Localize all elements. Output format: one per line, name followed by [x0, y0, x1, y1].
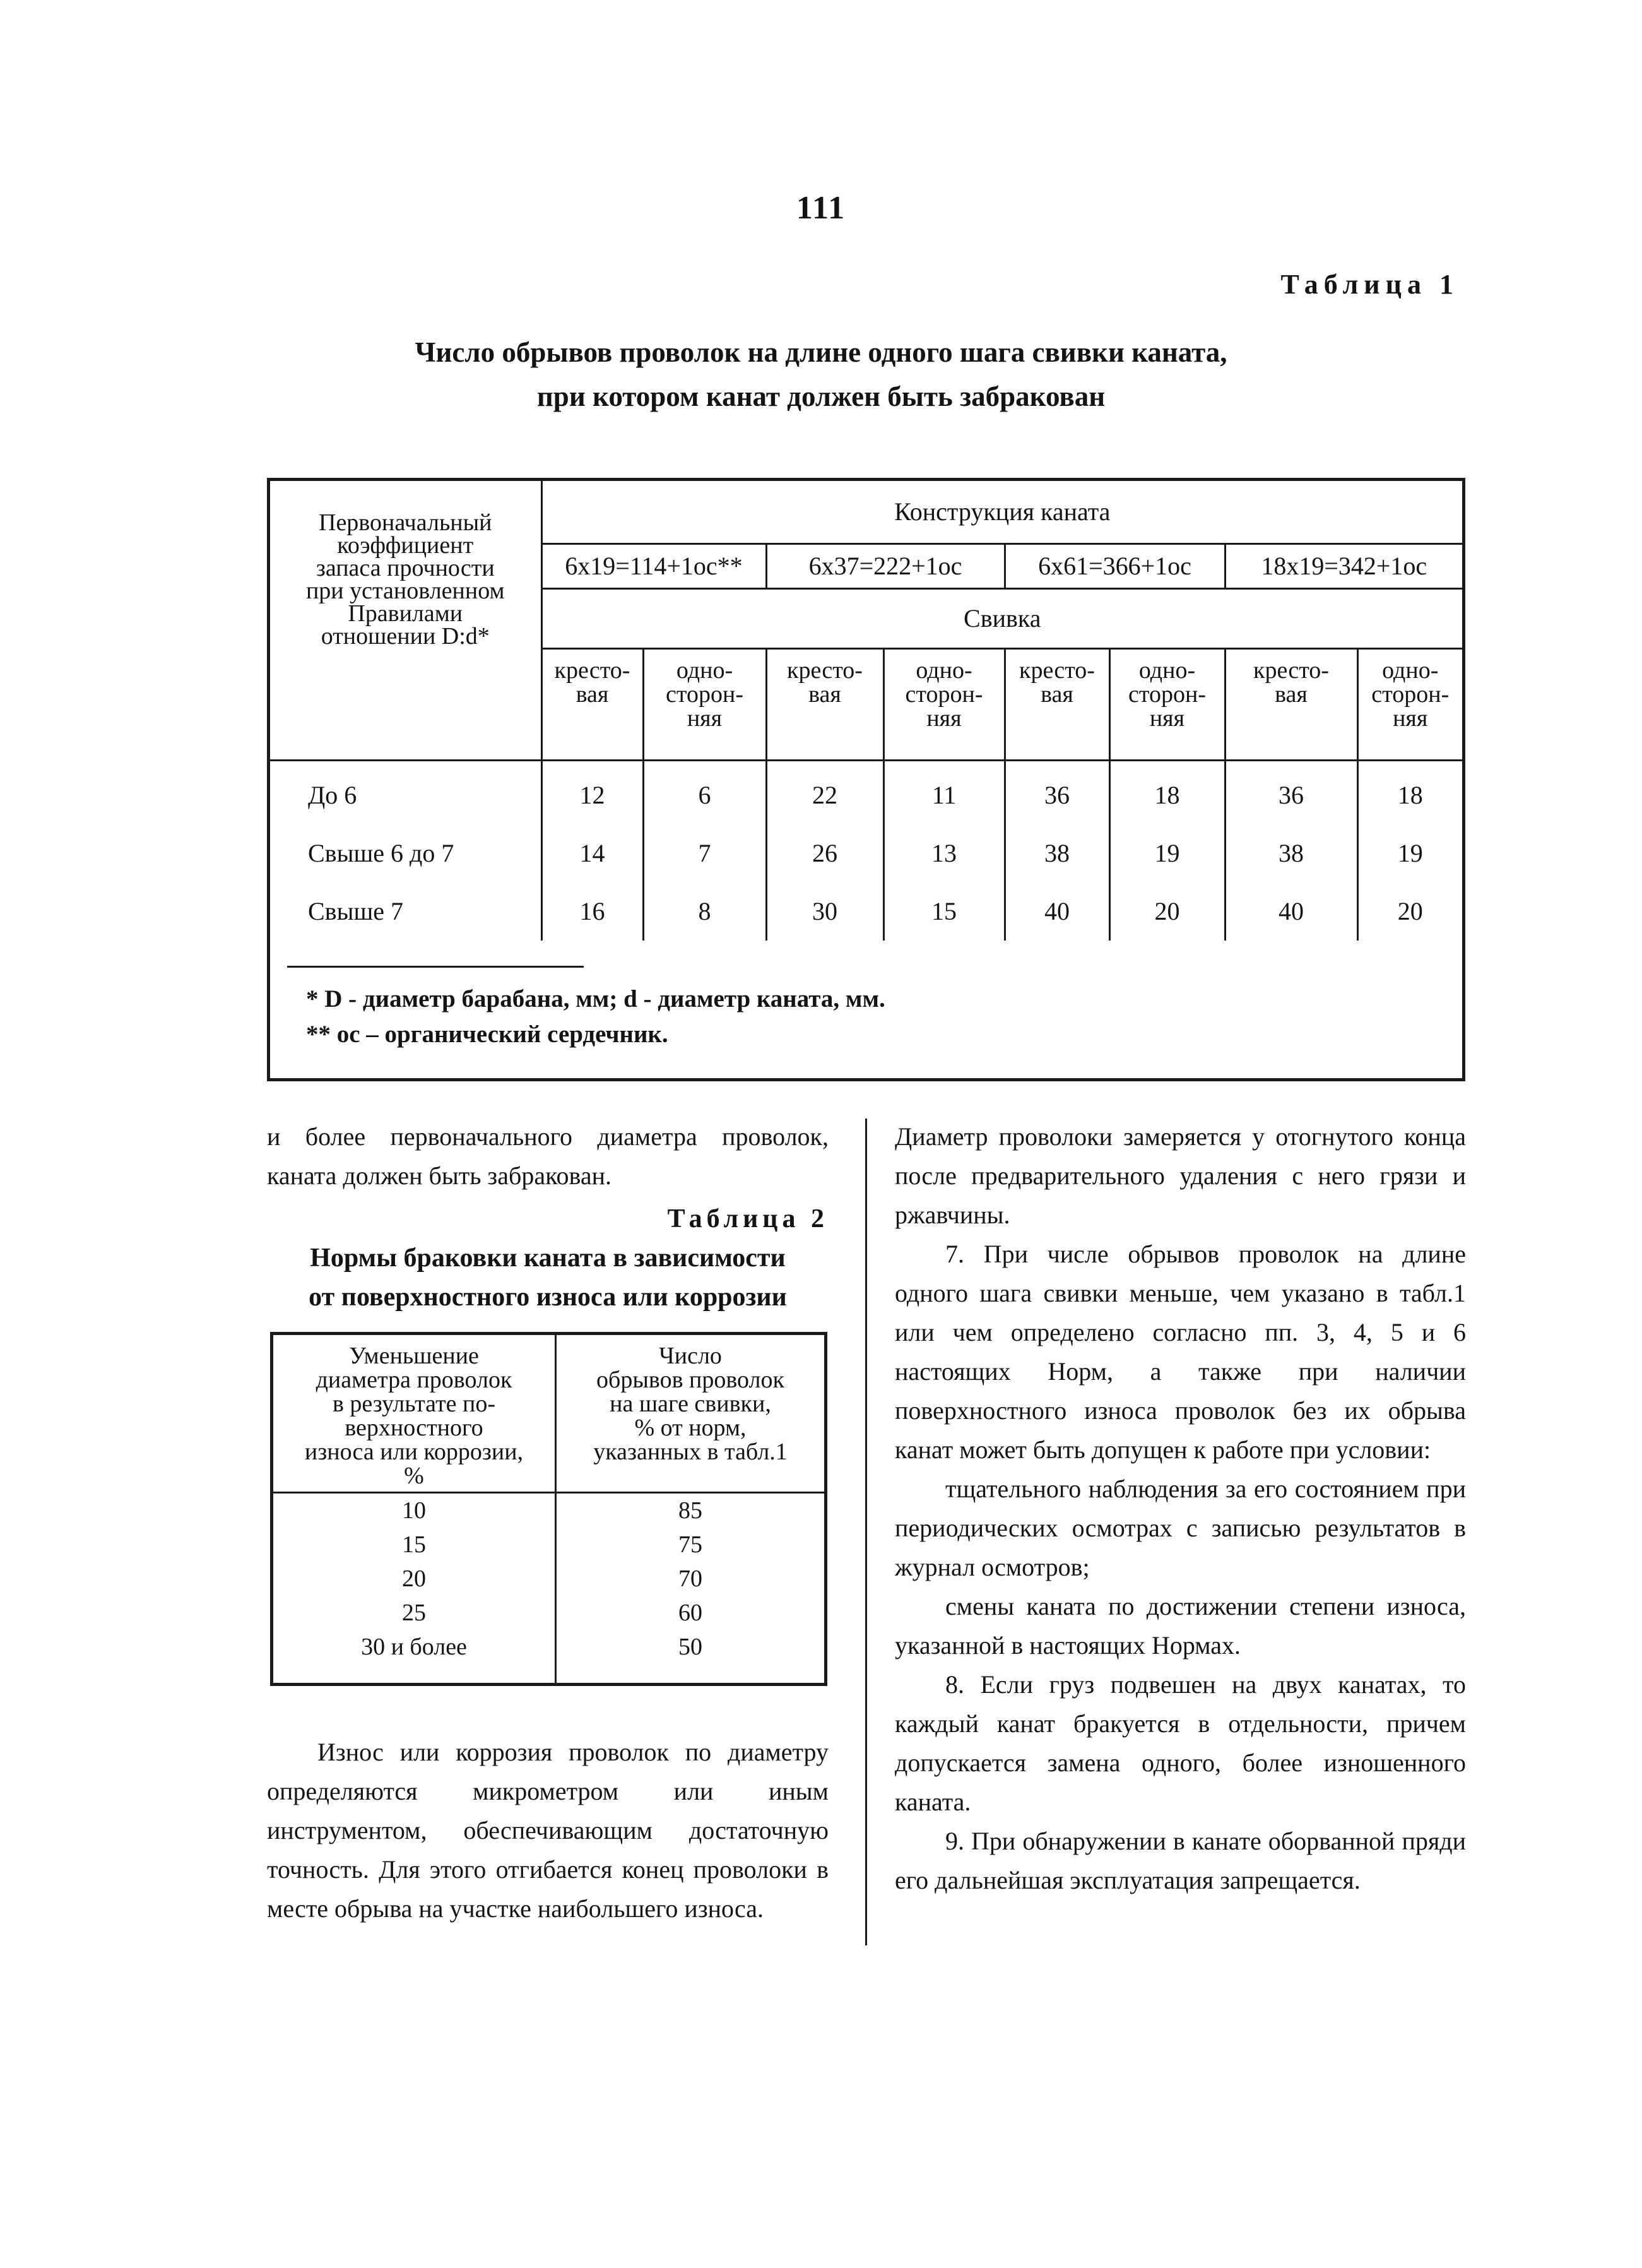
construction-1: 6x19=114+1oc** — [541, 544, 766, 589]
table-cell: 38 — [1225, 824, 1357, 882]
row-label: Свыше 7 — [308, 897, 403, 925]
construction-4: 18x19=342+1oc — [1225, 544, 1462, 589]
right-column — [895, 1117, 1466, 1900]
table-row — [272, 1528, 826, 1562]
table-row — [270, 761, 1462, 825]
table-cell: 50 — [556, 1630, 826, 1685]
left-column — [267, 1117, 829, 1317]
lay-one-line: сторон- — [666, 681, 743, 708]
table-row — [270, 824, 1462, 882]
table-cell: 25 — [402, 1600, 426, 1626]
table-cell: 12 — [541, 761, 643, 825]
header-line: Первоначальный — [319, 509, 492, 536]
table1-caption-line1: Число обрывов проволок на длине одного шага свивки каната, — [415, 336, 1227, 368]
table-cell: 8 — [643, 882, 766, 941]
lay-one-line: сторон- — [1128, 681, 1206, 708]
header-line: Уменьшение — [349, 1343, 479, 1369]
row-label: До 6 — [308, 781, 357, 809]
lay-one-line: одно- — [1138, 657, 1196, 684]
header-line: при установленном — [305, 578, 505, 604]
table-cell: 20 — [1357, 882, 1462, 941]
header-line: в результате по- — [332, 1391, 496, 1417]
table-row — [272, 1493, 826, 1528]
lay-cross-line: кресто- — [554, 657, 630, 684]
table2 — [270, 1332, 827, 1686]
lay-cross — [541, 649, 643, 761]
header-line: Правилами — [348, 600, 463, 627]
right-paragraph-1: Диаметр проволоки замеряется у отогнутого конца после предварительного удаления с него грязи и ржавчины. — [895, 1122, 1466, 1229]
construction-header: Конструкция каната — [541, 481, 1462, 544]
table1-caption — [0, 330, 1642, 419]
lay-cross-line: кресто- — [787, 657, 863, 684]
table-cell: 20 — [402, 1565, 426, 1592]
header-line: износа или коррозии, — [304, 1439, 524, 1465]
footnote-rule — [287, 966, 584, 968]
table-cell: 30 — [766, 882, 883, 941]
table2-header-right — [556, 1334, 826, 1493]
page-number: 111 — [796, 190, 846, 226]
right-paragraph-condition-1: тщательного наблюдения за его состоянием при периодических осмотрах с записью результатов в журнал осмотров; — [895, 1475, 1466, 1581]
lay-one-line: няя — [1393, 705, 1428, 732]
header-line: указанных в табл.1 — [593, 1439, 788, 1465]
left-column-bottom — [267, 1733, 829, 1928]
table2-caption-line2: от поверхностного износа или коррозии — [309, 1283, 787, 1312]
table-cell: 20 — [1109, 882, 1225, 941]
lay-cross — [1225, 649, 1357, 761]
table-cell: 36 — [1005, 761, 1109, 825]
table-cell: 60 — [556, 1596, 826, 1630]
table-row — [272, 1562, 826, 1596]
header-line: верхностного — [345, 1415, 483, 1441]
header-line: коэффициент — [337, 532, 474, 559]
table-cell: 16 — [541, 882, 643, 941]
lay-cross — [1005, 649, 1109, 761]
lay-cross-line: кресто- — [1253, 657, 1329, 684]
header-line: на шаге свивки, — [610, 1391, 771, 1417]
lay-cross-line: вая — [576, 681, 609, 708]
lay-one-line: няя — [1149, 705, 1185, 732]
header-line: отношении D:d* — [321, 623, 490, 650]
table-cell: 70 — [556, 1562, 826, 1596]
table-cell: 18 — [1109, 761, 1225, 825]
table-cell: 7 — [643, 824, 766, 882]
table-cell: 36 — [1225, 761, 1357, 825]
lay-one-sided — [1357, 649, 1462, 761]
lay-one-line: сторон- — [1371, 681, 1450, 708]
header-line: диаметра проволок — [316, 1367, 512, 1393]
column-divider — [865, 1119, 867, 1945]
lay-cross-line: вая — [808, 681, 841, 708]
lay-one-line: одно- — [916, 657, 972, 684]
table-cell: 22 — [766, 761, 883, 825]
table-cell: 85 — [556, 1493, 826, 1528]
left-intro-paragraph: и более первоначального диаметра проволок, каната должен быть забракован. — [267, 1122, 829, 1190]
table2-label: Таблица 2 — [667, 1204, 829, 1233]
table1-footnotes — [306, 982, 885, 1052]
table-row — [272, 1630, 826, 1685]
lay-cross-line: кресто- — [1019, 657, 1095, 684]
table-cell: 40 — [1225, 882, 1357, 941]
lay-one-line: няя — [926, 705, 962, 732]
lay-one-line: одно- — [676, 657, 733, 684]
table-cell: 26 — [766, 824, 883, 882]
right-paragraph-condition-2: смены каната по достижении степени износа, указанной в настоящих Нормах. — [895, 1592, 1466, 1659]
table-cell: 10 — [402, 1497, 426, 1524]
lay-one-sided — [1109, 649, 1225, 761]
table-cell: 75 — [556, 1528, 826, 1562]
table2-header-left — [272, 1334, 556, 1493]
table-cell: 38 — [1005, 824, 1109, 882]
right-paragraph-7: 7. При числе обрывов проволок на длине одного шага свивки меньше, чем указано в табл.1 или чем определено согласно пп. 3, 4, 5 и 6 настоящих Норм, а также при наличии поверхностного износа проволок без их обрыва канат может быть допущен к работе при условии: — [895, 1240, 1466, 1464]
footnote-1: * D - диаметр барабана, мм; d - диаметр каната, мм. — [306, 985, 885, 1012]
lay-one-line: одно- — [1382, 657, 1439, 684]
header-line: обрывов проволок — [596, 1367, 784, 1393]
row-label: Свыше 6 до 7 — [308, 839, 454, 867]
table-cell: 15 — [883, 882, 1005, 941]
table1-label: Таблица 1 — [1280, 269, 1459, 300]
table1-caption-line2: при котором канат должен быть забракован — [536, 381, 1106, 412]
right-paragraph-9: 9. При обнаружении в канате оборванной пряди его дальнейшая эксплуатация запрещается. — [895, 1827, 1466, 1894]
table-cell: 30 и более — [361, 1634, 467, 1660]
lay-header: Свивка — [541, 589, 1462, 649]
table-cell: 13 — [883, 824, 1005, 882]
header-line: Число — [659, 1343, 722, 1369]
table-cell: 6 — [643, 761, 766, 825]
wear-measurement-paragraph: Износ или коррозия проволок по диаметру определяются микрометром или иным инструментом, обеспечивающим достаточную точность. Для этого отгибается конец проволоки в месте обрыва на участке наибольшего износа. — [267, 1738, 829, 1923]
header-line: запаса прочности — [316, 555, 495, 581]
lay-cross-line: вая — [1275, 681, 1308, 708]
table-cell: 11 — [883, 761, 1005, 825]
header-line: % — [404, 1463, 424, 1489]
lay-cross — [766, 649, 883, 761]
table-cell: 14 — [541, 824, 643, 882]
footnote-2: ** oc – органический сердечник. — [306, 1021, 668, 1048]
table1 — [270, 481, 1462, 941]
lay-one-sided — [643, 649, 766, 761]
table-cell: 19 — [1109, 824, 1225, 882]
lay-one-line: няя — [687, 705, 723, 732]
table-row — [270, 882, 1462, 941]
lay-cross-line: вая — [1041, 681, 1073, 708]
table-row — [272, 1596, 826, 1630]
table-cell: 18 — [1357, 761, 1462, 825]
table-cell: 40 — [1005, 882, 1109, 941]
lay-one-sided — [883, 649, 1005, 761]
table1-first-col-header — [270, 481, 541, 761]
table-cell: 19 — [1357, 824, 1462, 882]
construction-3: 6x61=366+1oc — [1005, 544, 1225, 589]
table2-caption-line1: Нормы браковки каната в зависимости — [310, 1244, 786, 1273]
lay-one-line: сторон- — [905, 681, 983, 708]
construction-2: 6x37=222+1oc — [766, 544, 1005, 589]
table-cell: 15 — [402, 1531, 426, 1558]
right-paragraph-8: 8. Если груз подвешен на двух канатах, то каждый канат бракуется в отдельности, причем допускается замена одного, более изношенного каната. — [895, 1670, 1466, 1816]
header-line: % от норм, — [634, 1415, 747, 1441]
